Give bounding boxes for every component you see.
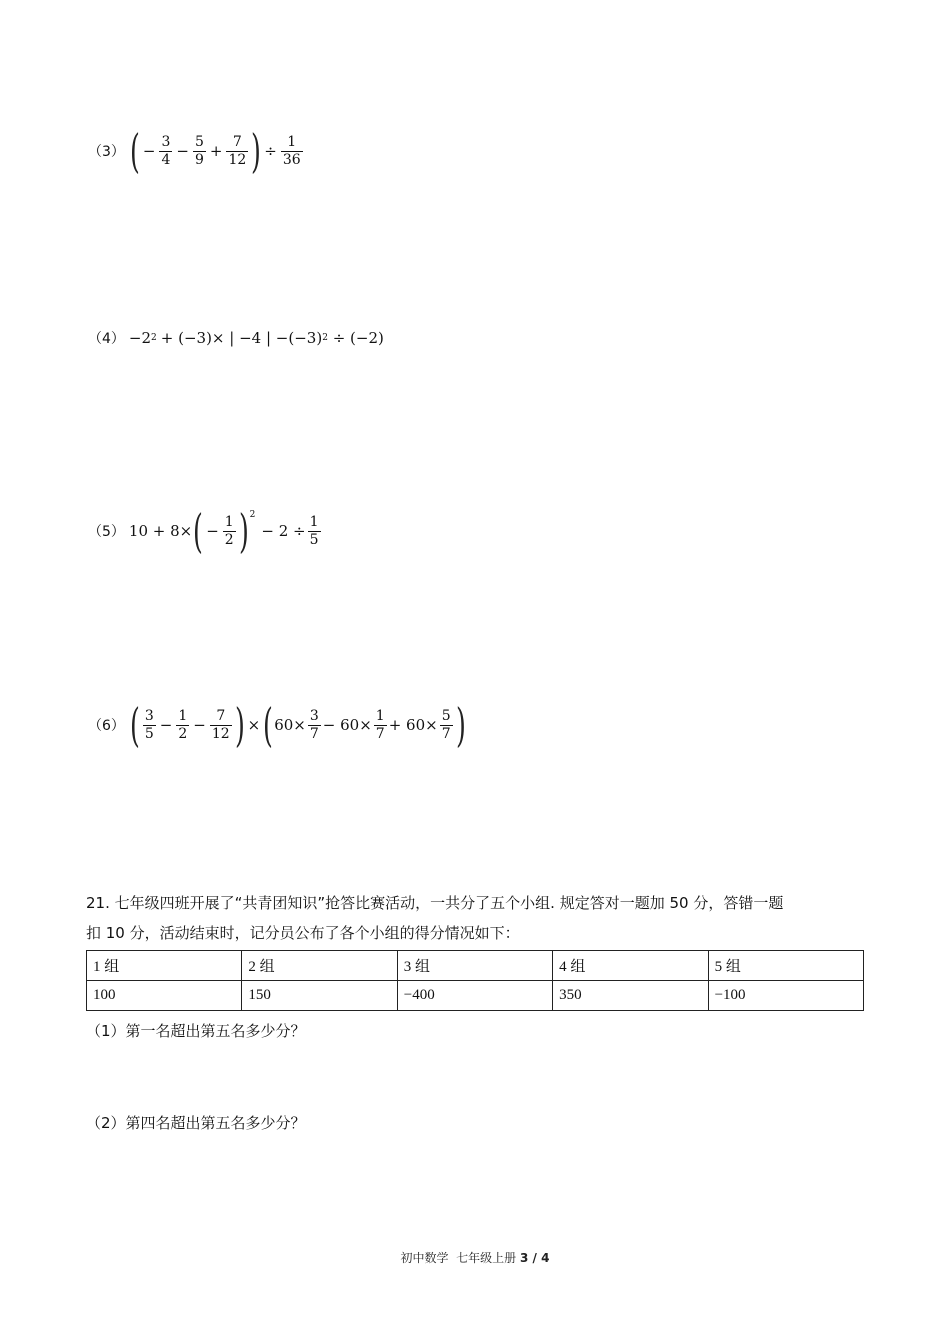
denominator: 7 [309, 725, 319, 742]
operator: − [206, 522, 219, 540]
operator: × [247, 716, 261, 734]
problem-5-label: （5） [88, 524, 125, 540]
numerator: 1 [375, 708, 385, 725]
page-number: 3 / 4 [520, 1251, 550, 1265]
fraction [223, 514, 236, 547]
table-cell: 1 组 [87, 951, 242, 981]
denominator: 36 [282, 151, 301, 168]
expression-part: −2 [128, 329, 152, 347]
denominator: 5 [144, 725, 154, 742]
numerator: 3 [161, 134, 171, 151]
operator: ÷ [264, 142, 277, 160]
left-paren: ( [129, 698, 140, 752]
table-cell: 150 [242, 981, 397, 1011]
problem-3 [88, 124, 305, 178]
fraction [193, 134, 206, 167]
denominator: 5 [309, 531, 319, 548]
score-table [86, 950, 864, 1011]
operator: + [209, 142, 223, 160]
fraction [308, 514, 321, 547]
sub-question-2: （2）第四名超出第五名多少分？ [86, 1114, 306, 1132]
exponent: 2 [151, 333, 157, 343]
problem-3-label: （3） [88, 144, 125, 160]
numerator: 1 [309, 514, 319, 531]
table-cell: 350 [553, 981, 708, 1011]
denominator: 12 [228, 151, 247, 168]
expression-part: + 60× [388, 716, 438, 734]
numerator: 3 [144, 708, 154, 725]
exponent: 2 [322, 333, 328, 343]
denominator: 2 [178, 725, 188, 742]
table-row [87, 981, 864, 1011]
right-paren: ) [234, 698, 245, 752]
numerator: 1 [287, 134, 297, 151]
table-cell: −400 [397, 981, 552, 1011]
fraction [281, 134, 303, 167]
question-21-intro [86, 888, 866, 948]
operator: − [193, 716, 206, 734]
footer-text: 初中数学 七年级上册 [400, 1251, 520, 1265]
denominator: 7 [375, 725, 385, 742]
intro-line-1: 21. 七年级四班开展了“共青团知识”抢答比赛活动，一共分了五个小组. 规定答对一题加 50 分，答错一题 [86, 894, 784, 912]
operator: − [142, 142, 156, 160]
expression-part: + (−3)× | −4 | −(−3) [160, 329, 323, 347]
operator: − [176, 142, 189, 160]
table-cell: 4 组 [553, 951, 708, 981]
fraction [143, 708, 156, 741]
table-cell: 3 组 [397, 951, 552, 981]
denominator: 9 [194, 151, 204, 168]
problem-6 [88, 698, 467, 752]
numerator: 3 [309, 708, 319, 725]
denominator: 12 [211, 725, 230, 742]
sub-question-1: （1）第一名超出第五名多少分？ [86, 1022, 306, 1040]
expression-part: ÷ (−2) [327, 329, 384, 347]
left-paren: ( [129, 124, 140, 178]
fraction [308, 708, 321, 741]
problem-5 [88, 504, 323, 558]
left-paren: ( [263, 698, 274, 752]
problem-4-label: （4） [88, 331, 125, 347]
numerator: 7 [232, 134, 242, 151]
table-cell: −100 [708, 981, 863, 1011]
fraction [176, 708, 189, 741]
table-cell: 5 组 [708, 951, 863, 981]
intro-line-2: 扣 10 分，活动结束时，记分员公布了各个小组的得分情况如下： [86, 924, 520, 942]
problem-4 [88, 328, 384, 348]
expression-part: 10 + 8× [128, 522, 193, 540]
right-paren: ) [455, 698, 466, 752]
fraction [440, 708, 453, 741]
expression-part: 60× [274, 716, 306, 734]
fraction [210, 708, 232, 741]
numerator: 1 [178, 708, 188, 725]
problem-6-label: （6） [88, 718, 125, 734]
table-cell: 100 [87, 981, 242, 1011]
left-paren: ( [193, 504, 204, 558]
denominator: 7 [441, 725, 451, 742]
denominator: 2 [224, 531, 234, 548]
expression-part: − 2 ÷ [261, 522, 306, 540]
table-cell: 2 组 [242, 951, 397, 981]
expression-part: − 60× [322, 716, 372, 734]
numerator: 1 [224, 514, 234, 531]
numerator: 7 [216, 708, 226, 725]
exponent: 2 [249, 510, 256, 520]
right-paren: ) [238, 504, 249, 558]
operator: − [159, 716, 173, 734]
fraction [159, 134, 172, 167]
numerator: 5 [194, 134, 204, 151]
right-paren: ) [251, 124, 262, 178]
fraction [374, 708, 387, 741]
fraction [226, 134, 248, 167]
page-footer [0, 1249, 950, 1266]
numerator: 5 [441, 708, 451, 725]
denominator: 4 [161, 151, 171, 168]
table-header-row [87, 951, 864, 981]
